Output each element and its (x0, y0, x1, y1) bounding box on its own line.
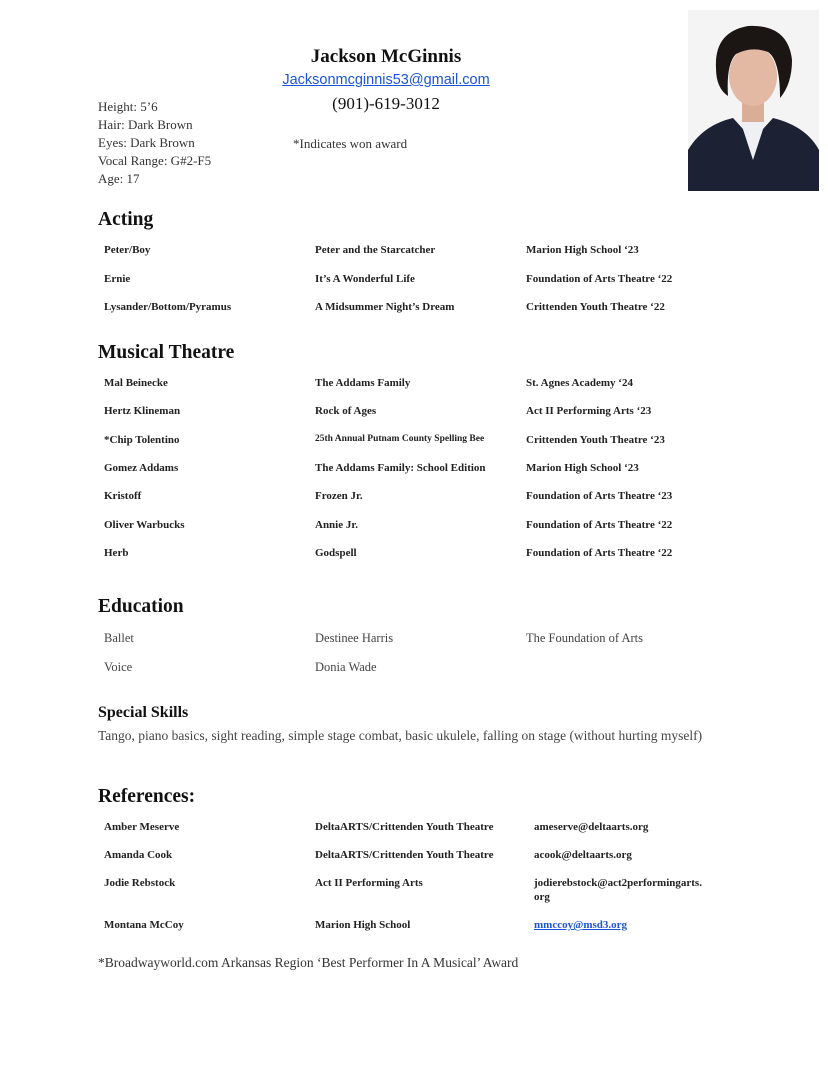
education-row (104, 631, 744, 651)
stat-hair: Hair: Dark Brown (98, 117, 193, 132)
venue: Foundation of Arts Theatre ‘22 (526, 273, 673, 285)
venue: Foundation of Arts Theatre ‘22 (526, 547, 673, 559)
award-note: *Indicates won award (293, 136, 408, 151)
musical-row (104, 405, 744, 425)
reference-name: Montana McCoy (104, 919, 184, 931)
role: Hertz Klineman (104, 405, 181, 417)
reference-org: Act II Performing Arts (315, 877, 423, 889)
show: A Midsummer Night’s Dream (315, 301, 455, 313)
reference-org: Marion High School (315, 919, 411, 931)
reference-email-link[interactable]: mmccoy@msd3.org (534, 919, 628, 931)
show: Rock of Ages (315, 405, 377, 417)
reference-row (104, 919, 744, 939)
role: Mal Beinecke (104, 377, 168, 389)
reference-name: Amanda Cook (104, 849, 173, 861)
stat-age: Age: 17 (98, 171, 140, 186)
education-heading: Education (98, 596, 184, 617)
teacher: Destinee Harris (315, 631, 394, 645)
stat-vocal-range: Vocal Range: G#2-F5 (98, 153, 212, 168)
stat-eyes: Eyes: Dark Brown (98, 135, 195, 150)
musical-row (104, 462, 744, 482)
venue: Foundation of Arts Theatre ‘22 (526, 519, 673, 531)
show: Frozen Jr. (315, 490, 363, 502)
musical-row (104, 434, 744, 454)
subject: Ballet (104, 631, 134, 645)
reference-org: DeltaARTS/Crittenden Youth Theatre (315, 849, 494, 861)
headshot-photo (688, 10, 819, 191)
references-heading: References: (98, 786, 196, 807)
reference-email-line-2: org (534, 891, 550, 903)
musical-row (104, 547, 744, 567)
venue: Act II Performing Arts ‘23 (526, 405, 652, 417)
acting-heading: Acting (98, 209, 154, 230)
acting-row (104, 273, 744, 293)
personal-stats (98, 98, 211, 188)
school: The Foundation of Arts (526, 631, 644, 645)
role: Oliver Warbucks (104, 519, 185, 531)
reference-row (104, 849, 744, 869)
reference-email: acook@deltaarts.org (534, 849, 632, 861)
phone-number: (901)-619-3012 (332, 94, 440, 113)
show: Peter and the Starcatcher (315, 244, 436, 256)
show: The Addams Family: School Edition (315, 462, 486, 474)
stat-height: Height: 5’6 (98, 99, 158, 114)
education-row (104, 660, 744, 680)
venue: Marion High School ‘23 (526, 462, 639, 474)
musical-row (104, 519, 744, 539)
role: Gomez Addams (104, 462, 179, 474)
subject: Voice (104, 660, 133, 674)
acting-row (104, 244, 744, 264)
venue: Marion High School ‘23 (526, 244, 639, 256)
reference-email-line-1: jodierebstock@act2performingarts. (534, 877, 702, 889)
applicant-name: Jackson McGinnis (310, 46, 462, 67)
special-skills-heading: Special Skills (98, 704, 189, 721)
role: Kristoff (104, 490, 142, 502)
role: *Chip Tolentino (104, 434, 180, 446)
reference-row (104, 877, 744, 913)
role: Peter/Boy (104, 244, 151, 256)
venue: Crittenden Youth Theatre ‘23 (526, 434, 665, 446)
venue: Foundation of Arts Theatre ‘23 (526, 490, 673, 502)
role: Herb (104, 547, 129, 559)
venue: St. Agnes Academy ‘24 (526, 377, 633, 389)
venue: Crittenden Youth Theatre ‘22 (526, 301, 665, 313)
show: Annie Jr. (315, 519, 358, 531)
reference-name: Amber Meserve (104, 821, 180, 833)
show: Godspell (315, 547, 357, 559)
reference-name: Jodie Rebstock (104, 877, 176, 889)
musical-row (104, 490, 744, 510)
acting-row (104, 301, 744, 321)
email-link[interactable]: Jacksonmcginnis53@gmail.com (282, 72, 490, 88)
reference-row (104, 821, 744, 841)
reference-org: DeltaARTS/Crittenden Youth Theatre (315, 821, 494, 833)
musical-theatre-heading: Musical Theatre (98, 342, 235, 363)
reference-email: ameserve@deltaarts.org (534, 821, 649, 833)
musical-row (104, 377, 744, 397)
role: Lysander/Bottom/Pyramus (104, 301, 232, 313)
role: Ernie (104, 273, 131, 285)
show: 25th Annual Putnam County Spelling Bee (315, 434, 485, 444)
award-footnote: *Broadwayworld.com Arkansas Region ‘Best Performer In A Musical’ Award (98, 955, 519, 970)
teacher: Donia Wade (315, 660, 377, 674)
show: It’s A Wonderful Life (315, 273, 415, 285)
special-skills-text: Tango, piano basics, sight reading, simple stage combat, basic ukulele, falling on stage (without hurting myself) (98, 728, 703, 743)
show: The Addams Family (315, 377, 411, 389)
